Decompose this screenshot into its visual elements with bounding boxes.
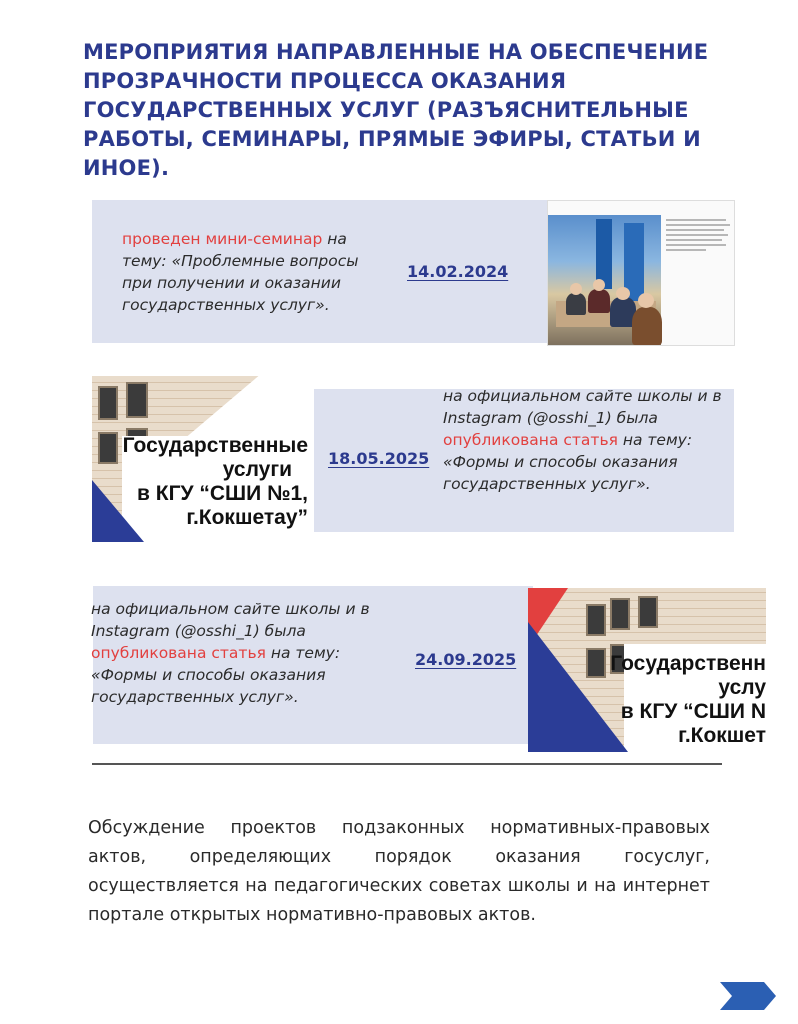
event-3-highlight: опубликована статья	[91, 644, 266, 662]
event-2-graphic-title-line-1: Государственные	[122, 434, 308, 457]
event-3-pre: на официальном сайте школы и в Instagram (@osshi_1) была	[91, 600, 370, 640]
event-card-1	[92, 200, 547, 343]
event-1-highlight: проведен мини-семинар	[122, 230, 323, 248]
event-3-graphic-title-line-2: услу	[718, 676, 766, 699]
event-3-post: на тему: «Формы и способы оказания государственных услуг».	[91, 644, 341, 706]
event-3-graphic-title-line-1: Государственн	[610, 652, 766, 675]
event-1-photo	[547, 200, 735, 346]
page-heading: МЕРОПРИЯТИЯ НАПРАВЛЕННЫЕ НА ОБЕСПЕЧЕНИЕ ПРОЗРАЧНОСТИ ПРОЦЕССА ОКАЗАНИЯ ГОСУДАРСТВЕННЫХ УСЛУГ (РАЗЪЯСНИТЕЛЬНЫЕ РАБОТЫ, СЕМИНАРЫ, ПРЯМЫЕ ЭФИРЫ, СТАТЬИ И ИНОЕ).	[83, 40, 709, 180]
event-3-date: 24.09.2025	[415, 650, 517, 669]
event-2-graphic-title	[118, 434, 308, 530]
body-paragraph: Обсуждение проектов подзаконных нормативных-правовых актов, определяющих порядок оказания госуслуг, осуществляется на педагогических советах школы и на интернет портале открытых нормативно-правовых актов.	[88, 818, 710, 925]
event-2-highlight: опубликована статья	[443, 431, 618, 449]
event-2-graphic-title-line-4: г.Кокшетау”	[186, 506, 308, 529]
next-page-button[interactable]	[720, 982, 776, 1010]
event-2-date: 18.05.2025	[328, 449, 430, 468]
event-2-description	[443, 385, 728, 495]
event-card-2	[314, 389, 734, 532]
event-2-graphic-title-line-3: в КГУ “СШИ №1,	[137, 482, 308, 505]
event-2-pre: на официальном сайте школы и в Instagram (@osshi_1) была	[443, 387, 722, 427]
event-1-text: на тему: «Проблемные вопросы при получении и оказании государственных услуг».	[122, 230, 359, 314]
event-1-date: 14.02.2024	[407, 262, 509, 281]
event-3-graphic-title-line-4: г.Кокшет	[678, 724, 766, 747]
event-3-graphic-title	[596, 652, 766, 748]
event-2-post: на тему: «Формы и способы оказания государственных услуг».	[443, 431, 693, 493]
event-3-graphic-title-line-3: в КГУ “СШИ N	[620, 700, 766, 723]
event-1-description	[122, 228, 362, 316]
chevron-right-icon	[720, 982, 776, 1010]
event-2-graphic-title-line-2: услуги	[222, 458, 292, 481]
event-card-3	[93, 586, 533, 744]
divider	[92, 763, 722, 765]
event-3-description	[91, 598, 383, 708]
